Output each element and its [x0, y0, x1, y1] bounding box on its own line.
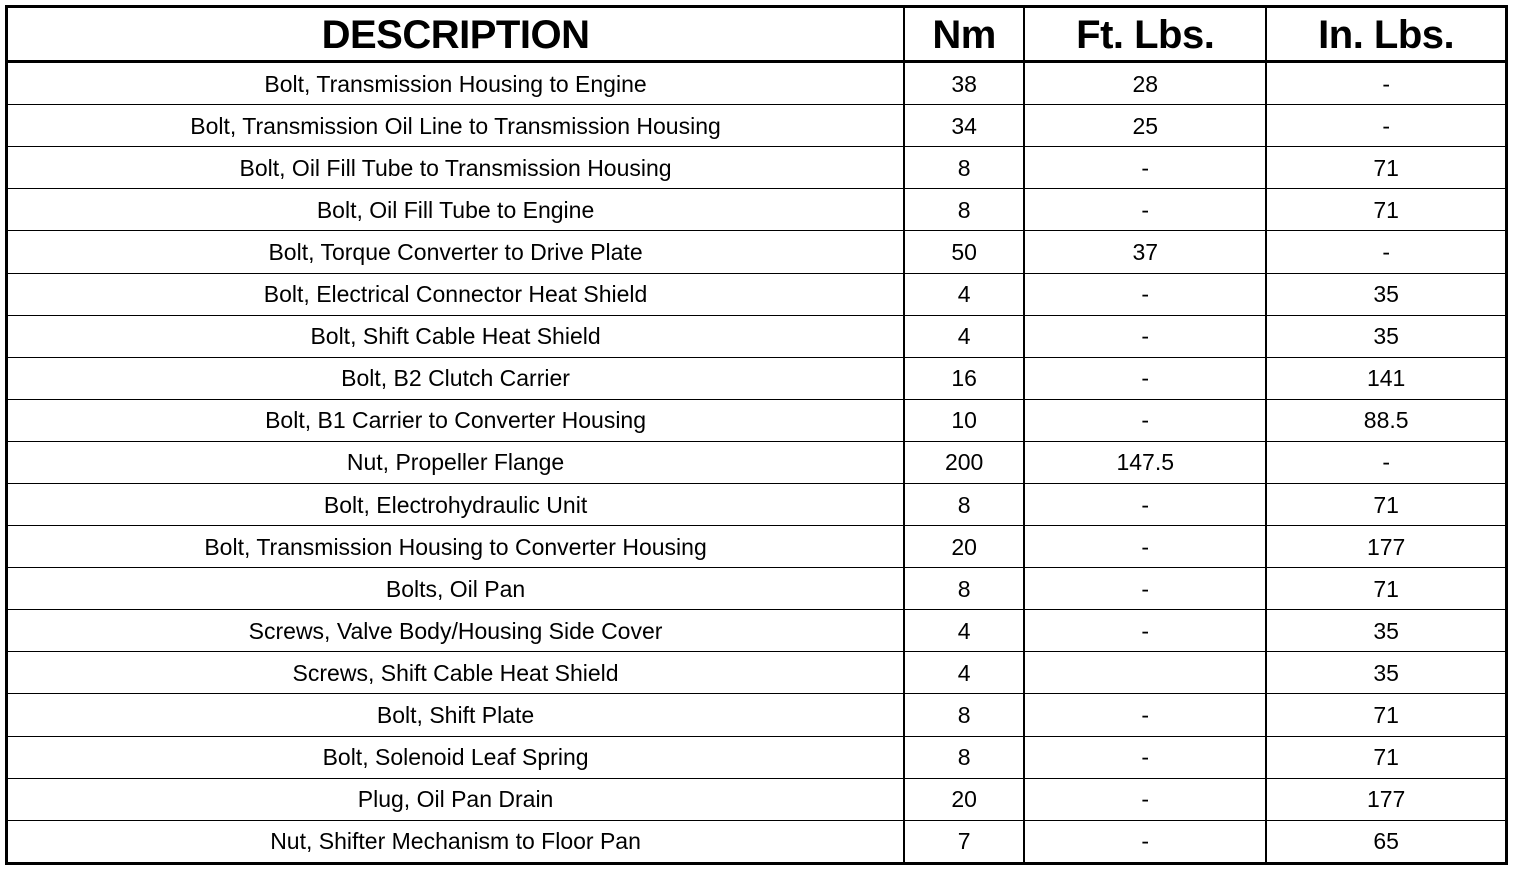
table-row	[7, 357, 1507, 399]
cell-in-lbs: -	[1266, 231, 1506, 273]
cell-nm: 34	[904, 105, 1024, 147]
cell-in-lbs: 71	[1266, 736, 1506, 778]
cell-in-lbs: 71	[1266, 483, 1506, 525]
cell-ft-lbs: -	[1024, 357, 1266, 399]
cell-description: Plug, Oil Pan Drain	[7, 778, 905, 820]
cell-description: Nut, Shifter Mechanism to Floor Pan	[7, 820, 905, 863]
table-row	[7, 526, 1507, 568]
table-row	[7, 694, 1507, 736]
cell-description: Bolt, B2 Clutch Carrier	[7, 357, 905, 399]
cell-nm: 4	[904, 273, 1024, 315]
cell-description: Screws, Valve Body/Housing Side Cover	[7, 610, 905, 652]
cell-in-lbs: 71	[1266, 694, 1506, 736]
cell-description: Bolt, Transmission Housing to Engine	[7, 62, 905, 105]
cell-in-lbs: 88.5	[1266, 399, 1506, 441]
table-row	[7, 820, 1507, 863]
cell-ft-lbs: -	[1024, 778, 1266, 820]
cell-in-lbs: 35	[1266, 273, 1506, 315]
table-row	[7, 62, 1507, 105]
cell-nm: 10	[904, 399, 1024, 441]
cell-nm: 7	[904, 820, 1024, 863]
table-row	[7, 568, 1507, 610]
cell-description: Bolt, B1 Carrier to Converter Housing	[7, 399, 905, 441]
cell-nm: 38	[904, 62, 1024, 105]
table-row	[7, 736, 1507, 778]
table-row	[7, 315, 1507, 357]
cell-ft-lbs: 28	[1024, 62, 1266, 105]
cell-ft-lbs: -	[1024, 483, 1266, 525]
cell-description: Bolt, Electrical Connector Heat Shield	[7, 273, 905, 315]
cell-nm: 8	[904, 694, 1024, 736]
column-header-nm: Nm	[904, 7, 1024, 62]
cell-in-lbs: -	[1266, 62, 1506, 105]
cell-in-lbs: 177	[1266, 526, 1506, 568]
cell-ft-lbs: -	[1024, 526, 1266, 568]
cell-description: Bolt, Torque Converter to Drive Plate	[7, 231, 905, 273]
cell-in-lbs: 177	[1266, 778, 1506, 820]
cell-nm: 20	[904, 526, 1024, 568]
cell-nm: 4	[904, 315, 1024, 357]
cell-nm: 200	[904, 441, 1024, 483]
cell-in-lbs: 65	[1266, 820, 1506, 863]
table-row	[7, 273, 1507, 315]
cell-ft-lbs: -	[1024, 399, 1266, 441]
cell-description: Bolt, Shift Cable Heat Shield	[7, 315, 905, 357]
table-row	[7, 778, 1507, 820]
cell-description: Bolt, Oil Fill Tube to Transmission Housing	[7, 147, 905, 189]
fastener-torque-table	[5, 5, 1508, 865]
cell-ft-lbs: -	[1024, 568, 1266, 610]
cell-ft-lbs: -	[1024, 820, 1266, 863]
cell-nm: 50	[904, 231, 1024, 273]
table-body	[7, 62, 1507, 864]
cell-ft-lbs: -	[1024, 610, 1266, 652]
column-header-description: DESCRIPTION	[7, 7, 905, 62]
table-row	[7, 105, 1507, 147]
cell-in-lbs: 141	[1266, 357, 1506, 399]
cell-nm: 8	[904, 189, 1024, 231]
cell-ft-lbs: -	[1024, 147, 1266, 189]
cell-in-lbs: 35	[1266, 315, 1506, 357]
table-row	[7, 610, 1507, 652]
cell-in-lbs: 35	[1266, 652, 1506, 694]
table-header	[7, 7, 1507, 62]
cell-nm: 8	[904, 147, 1024, 189]
cell-ft-lbs: 25	[1024, 105, 1266, 147]
column-header-in-lbs: In. Lbs.	[1266, 7, 1506, 62]
table-row	[7, 231, 1507, 273]
table-row	[7, 399, 1507, 441]
cell-nm: 8	[904, 736, 1024, 778]
cell-ft-lbs: -	[1024, 189, 1266, 231]
cell-description: Screws, Shift Cable Heat Shield	[7, 652, 905, 694]
cell-description: Bolt, Shift Plate	[7, 694, 905, 736]
cell-ft-lbs: -	[1024, 315, 1266, 357]
cell-in-lbs: -	[1266, 105, 1506, 147]
cell-in-lbs: -	[1266, 441, 1506, 483]
cell-in-lbs: 71	[1266, 147, 1506, 189]
cell-ft-lbs: -	[1024, 736, 1266, 778]
cell-nm: 4	[904, 652, 1024, 694]
cell-in-lbs: 71	[1266, 568, 1506, 610]
table-row	[7, 147, 1507, 189]
cell-nm: 16	[904, 357, 1024, 399]
cell-ft-lbs: 147.5	[1024, 441, 1266, 483]
cell-ft-lbs: 37	[1024, 231, 1266, 273]
cell-in-lbs: 71	[1266, 189, 1506, 231]
cell-nm: 4	[904, 610, 1024, 652]
cell-nm: 20	[904, 778, 1024, 820]
cell-description: Nut, Propeller Flange	[7, 441, 905, 483]
cell-description: Bolt, Solenoid Leaf Spring	[7, 736, 905, 778]
cell-nm: 8	[904, 568, 1024, 610]
cell-description: Bolt, Transmission Housing to Converter Housing	[7, 526, 905, 568]
table-row	[7, 483, 1507, 525]
cell-description: Bolt, Transmission Oil Line to Transmission Housing	[7, 105, 905, 147]
cell-description: Bolt, Oil Fill Tube to Engine	[7, 189, 905, 231]
cell-description: Bolt, Electrohydraulic Unit	[7, 483, 905, 525]
cell-ft-lbs	[1024, 652, 1266, 694]
table-row	[7, 652, 1507, 694]
header-row	[7, 7, 1507, 62]
cell-ft-lbs: -	[1024, 273, 1266, 315]
cell-in-lbs: 35	[1266, 610, 1506, 652]
column-header-ft-lbs: Ft. Lbs.	[1024, 7, 1266, 62]
cell-nm: 8	[904, 483, 1024, 525]
table-row	[7, 441, 1507, 483]
cell-description: Bolts, Oil Pan	[7, 568, 905, 610]
table-row	[7, 189, 1507, 231]
cell-ft-lbs: -	[1024, 694, 1266, 736]
